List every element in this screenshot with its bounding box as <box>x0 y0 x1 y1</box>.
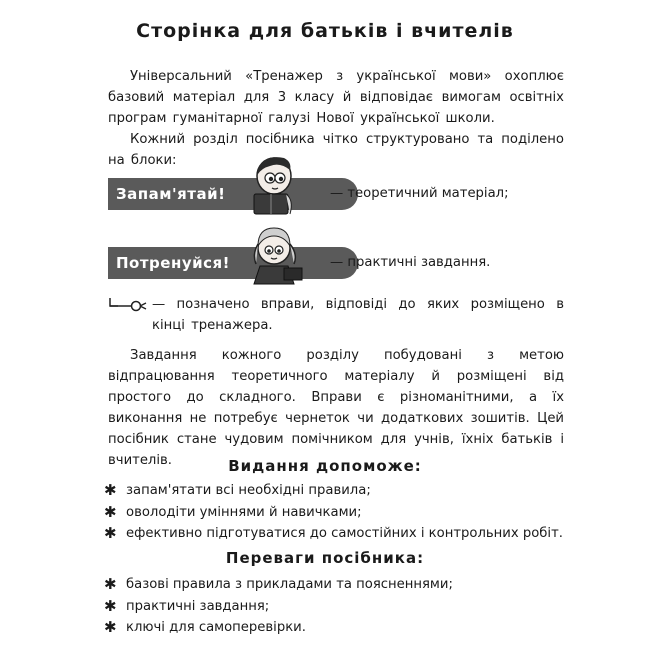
boy-reading-illustration <box>240 152 300 218</box>
remember-description: — теоретичний матеріал; <box>330 186 509 201</box>
list-item: ✱ запам'ятати всі необхідні правила; <box>104 480 574 502</box>
practice-description: — практичні завдання. <box>330 255 491 270</box>
intro-paragraph-2: Кожний розділ посібника чітко структуровано та поділено на блоки: <box>108 132 564 168</box>
girl-reading-illustration <box>244 222 308 288</box>
key-note-text: — позначено вправи, відповіді до яких розміщено в кінці тренажера. <box>152 297 564 333</box>
section-title-helps: Видання допоможе: <box>228 457 422 475</box>
key-icon <box>108 294 148 312</box>
asterisk-bullet-icon: ✱ <box>104 524 117 542</box>
list-item: ✱ практичні завдання; <box>104 596 574 618</box>
remember-banner: Запам'ятай! <box>108 178 358 210</box>
section-title-advantages: Переваги посібника: <box>225 549 425 567</box>
list-item: ✱ ключі для самоперевірки. <box>104 617 574 639</box>
asterisk-bullet-icon: ✱ <box>104 502 117 521</box>
list-item: ✱ оволодіти уміннями й навичками; <box>104 502 574 524</box>
list-item: ✱ базові правила з прикладами та поясненнями; <box>104 574 574 596</box>
asterisk-bullet-icon: ✱ <box>104 596 117 615</box>
tasks-paragraph: Завдання кожного розділу побудовані з метою відпрацювання теоретичного матеріалу й розміщені від простого до складного. Вправи є різноманітними, а їх виконання не потребує чернеток чи додаткових зошитів. Цей посібник стане чудовим помічником для учнів, їхніх батьків і вчителів. <box>108 348 564 468</box>
page-title: Сторінка для батьків і вчителів <box>136 20 514 42</box>
asterisk-bullet-icon: ✱ <box>104 618 117 636</box>
helps-list <box>104 480 574 545</box>
intro-paragraph-1: Універсальний «Тренажер з української мови» охоплює базовий матеріал для 3 класу й відповідає вимогам освітніх програм гуманітарної галузі Нової української школи. <box>108 69 564 126</box>
asterisk-bullet-icon: ✱ <box>104 575 117 593</box>
advantages-list <box>104 574 574 639</box>
practice-banner: Потренуйся! <box>108 247 358 279</box>
list-item: ✱ ефективно підготуватися до самостійних і контрольних робіт. <box>104 523 574 545</box>
asterisk-bullet-icon: ✱ <box>104 481 117 499</box>
